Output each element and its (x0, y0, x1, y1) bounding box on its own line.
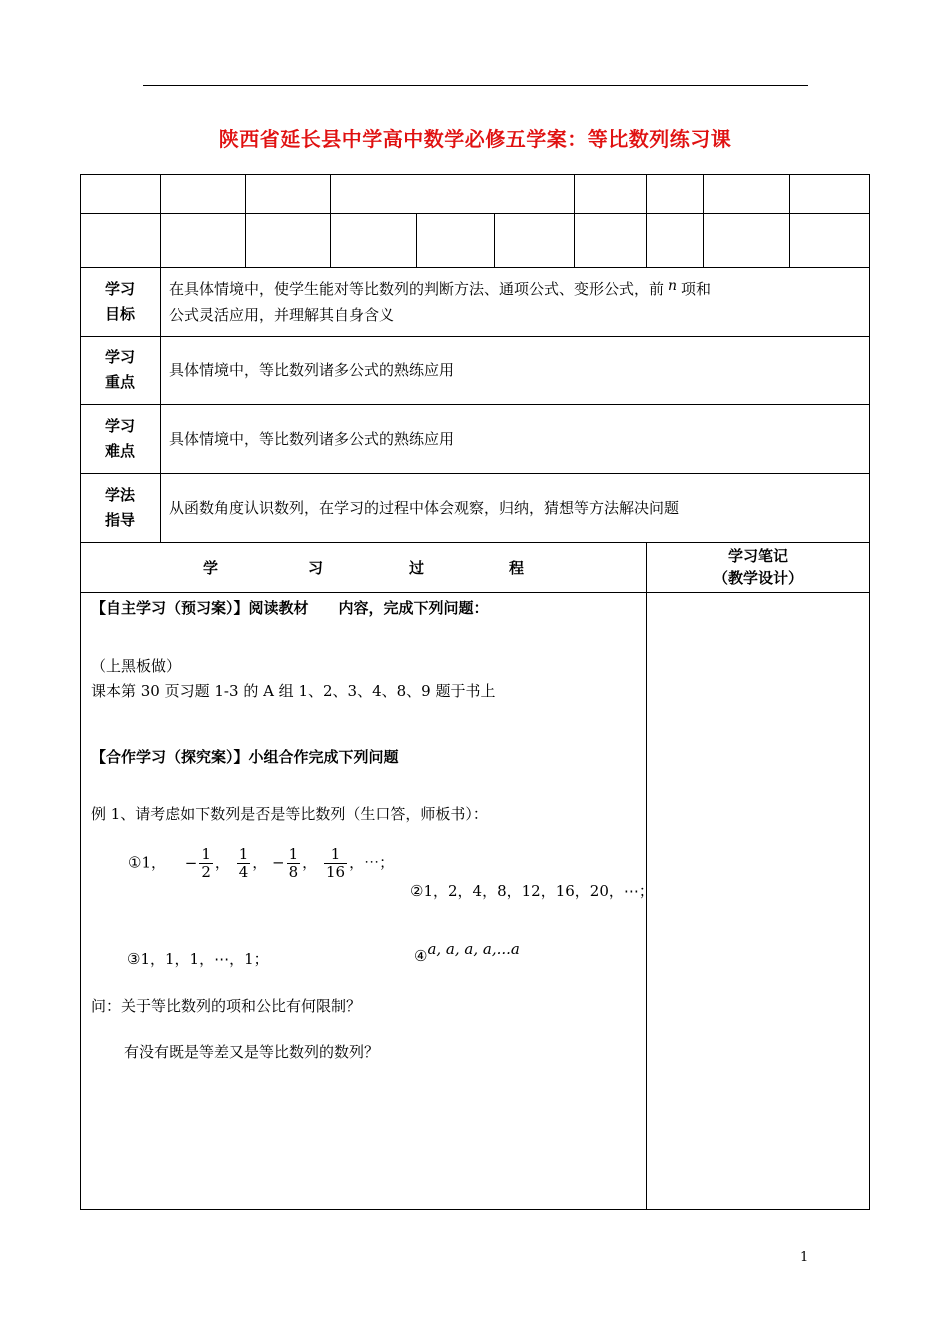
page-number: 1 (800, 1250, 809, 1265)
process-header-3: 过 (409, 559, 425, 577)
homework-text: 课本第 30 页习题 1-3 的 A 组 1、2、3、4、8、9 题于书上 (91, 682, 496, 700)
sequence-4: ④a, a, a, a,...a (414, 940, 520, 965)
question-2: 有没有既是等差又是等比数列的数列？ (124, 1043, 380, 1061)
example-1: 例 1、请考虑如下数列是否是等比数列（生口答，师板书）： (91, 805, 488, 823)
header-rule (143, 85, 808, 86)
method-label: 学法 指导 (104, 486, 135, 529)
process-header-1: 学 (203, 559, 219, 577)
question-1: 问：关于等比数列的项和公比有何限制？ (91, 997, 362, 1015)
coop-heading: 【合作学习（探究案）】小组合作完成下列问题 (91, 748, 399, 766)
notes-header: 学习笔记 （教学设计） (712, 547, 803, 587)
focus-label: 学习 重点 (104, 348, 135, 391)
process-header-2: 习 (308, 559, 324, 577)
difficulty-label: 学习 难点 (104, 417, 135, 460)
self-study-heading: 【自主学习（预习案）】阅读教材 内容，完成下列问题： (91, 599, 489, 617)
board-note: （上黑板做） (91, 657, 182, 675)
sequence-2: ②1，2，4，8，12，16，20，⋯； (410, 882, 654, 900)
page-title: 陕西省延长县中学高中数学必修五学案：等比数列练习课 (218, 127, 732, 151)
focus-text: 具体情境中，等比数列诸多公式的熟练应用 (169, 361, 455, 379)
process-header-4: 程 (509, 559, 525, 577)
goal-text: 在具体情境中，使学生能对等比数列的判断方法、通项公式、变形公式，前 n 项和 公式灵活应用，并理解其自身含义 (169, 278, 712, 324)
goal-label: 学习 目标 (104, 280, 135, 323)
method-text: 从函数角度认识数列，在学习的过程中体会观察，归纳，猜想等方法解决问题 (169, 499, 680, 517)
difficulty-text: 具体情境中，等比数列诸多公式的熟练应用 (169, 430, 455, 448)
sequence-1: ①1， − $\frac{1}{2}$ ， $\frac{1}{4}$ ， − $\frac{1}{8}$ ， $\frac{1}{16}$ ，⋯； (128, 845, 395, 881)
sequence-3: ③1，1，1，⋯，1； (127, 950, 269, 968)
